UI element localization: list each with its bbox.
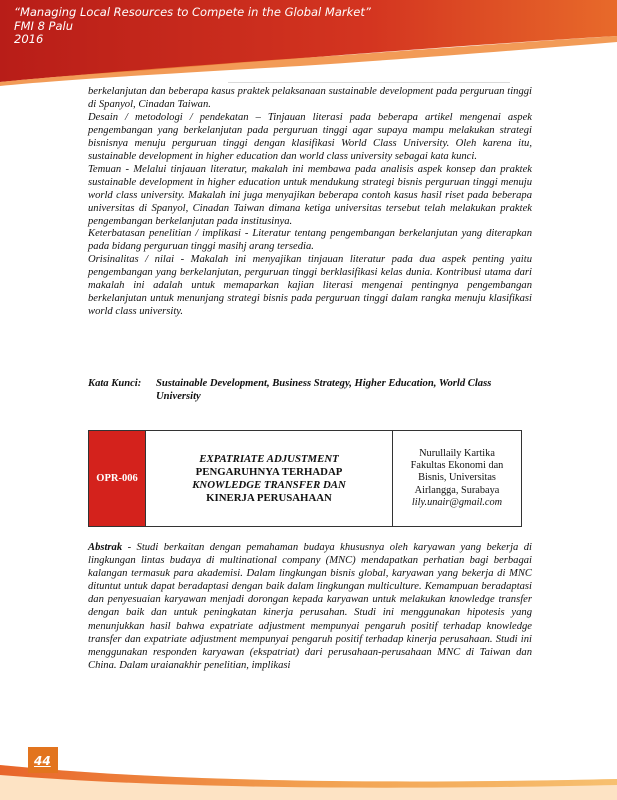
body-text xyxy=(88,86,532,319)
paper-title-line: KNOWLEDGE TRANSFER DAN xyxy=(192,478,346,491)
paper-title xyxy=(146,431,393,526)
keywords-text: Sustainable Development, Business Strategy, Higher Education, World Class University xyxy=(156,378,492,402)
author-email: lily.unair@gmail.com xyxy=(411,496,503,508)
paper-title-line: KINERJA PERUSAHAAN xyxy=(206,491,332,504)
body-paragraph: Desain / metodologi / pendekatan – Tinjauan literasi pada beberapa artikel mengenai aspek pengembangan yang berkelanjutan pada perguruan tinggi agar supaya mampu melakukan strategi bisnisnya menuju perguruan tinggi dengan klasifikasi World Class University. Oleh karena itu, sustainable development in higher education dan world class university sebagai kata kunci. xyxy=(88,111,532,162)
header-event-title: “Managing Local Resources to Compete in the Global Market” xyxy=(14,5,371,19)
header-event-year: 2016 xyxy=(14,32,44,46)
header-title xyxy=(14,6,371,47)
paper-author xyxy=(393,431,521,526)
keywords xyxy=(88,378,532,404)
footer-banner xyxy=(0,735,617,800)
paper-title-line: PENGARUHNYA TERHADAP xyxy=(195,465,343,478)
body-paragraph: Orisinalitas / nilai - Makalah ini menyajikan tinjauan literatur pada dua aspek penting yaitu pengembangan yang berkelanjutan, perguruan tinggi berklasifikasi kelas dunia. Kontribusi utama dari makalah ini adalah untuk memaparkan kajian literasi mengenai pentingnya pengembangan berkelanjutan untuk menunjang strategi bisnis pada perguruan tinggi dalam rangka menuju klasifikasi world class university. xyxy=(88,254,532,318)
abstract-label: Abstrak xyxy=(88,542,123,553)
abstract xyxy=(88,541,532,672)
author-affiliation: Fakultas Ekonomi dan xyxy=(410,460,504,472)
header-event-name: FMI 8 Palu xyxy=(14,18,74,33)
abstract-text: - Studi berkaitan dengan pemahaman budaya khususnya oleh karyawan yang bekerja di lingkungan lintas budaya di multinational company (MNC) mendapatkan perhatian bagi berbagai kalangan termasuk para akademisi. Dalam lingkungan bisnis global, karyawan yang bekerja di MNC dituntut untuk dapat beradaptasi dengan baik dalam lingkungan multiculture. Kemampuan beradaptasi dan penyesuaian karyawan menjadi dorongan kepada karyawan untuk melakukan knowledge transfer dengan baik dan untuk peningkatan kinerja perusahan. Studi ini menggunakan hipotesis yang menunjukkan hasil bahwa expatriate adjustment mempunyai pengaruh positif terhadap knowledge transfer dan expatriate adjustment mempunyai pengaruh positif terhadap kinerja perusahaan. Studi ini menggunakan responden karyawan (ekspatriat) dari perusahaan-perusahaan MNC di Taiwan dan China. Dalam uraianakhir penelitian, implikasi xyxy=(88,542,532,671)
author-affiliation: Bisnis, Universitas xyxy=(418,472,496,484)
body-paragraph: Temuan - Melalui tinjauan literatur, makalah ini membawa pada analisis aspek konsep dan praktek sustainable development in higher education untuk mendukung strategi bisnis perguruan tinggi menuju world class university. Makalah ini juga menyajikan beberapa contoh kasus hasil riset pada beberapa universitas di Spanyol, Cinadan Taiwan dimana ketiga universitas tersebut telah melakukan praktek pengembangan berkelanjutan pada institusinya. xyxy=(88,163,532,227)
body-paragraph: berkelanjutan dan beberapa kasus praktek pelaksanaan sustainable development pada perguruan tinggi di Spanyol, Cinadan Taiwan. xyxy=(88,86,532,110)
page-number: 44 xyxy=(34,754,51,768)
paper-code: OPR-006 xyxy=(89,431,146,526)
body-paragraph: Keterbatasan penelitian / implikasi - Literatur tentang pengembangan berkelanjutan yang diterapkan pada bidang perguruan tinggi masihj arang tersedia. xyxy=(88,228,532,253)
author-name: Nurullaily Kartika xyxy=(419,447,495,459)
header-divider xyxy=(228,82,510,83)
keywords-label: Kata Kunci: xyxy=(88,378,142,389)
paper-title-line: EXPATRIATE ADJUSTMENT xyxy=(199,452,339,465)
paper-info-box xyxy=(88,430,522,527)
author-affiliation: Airlangga, Surabaya xyxy=(414,484,500,496)
